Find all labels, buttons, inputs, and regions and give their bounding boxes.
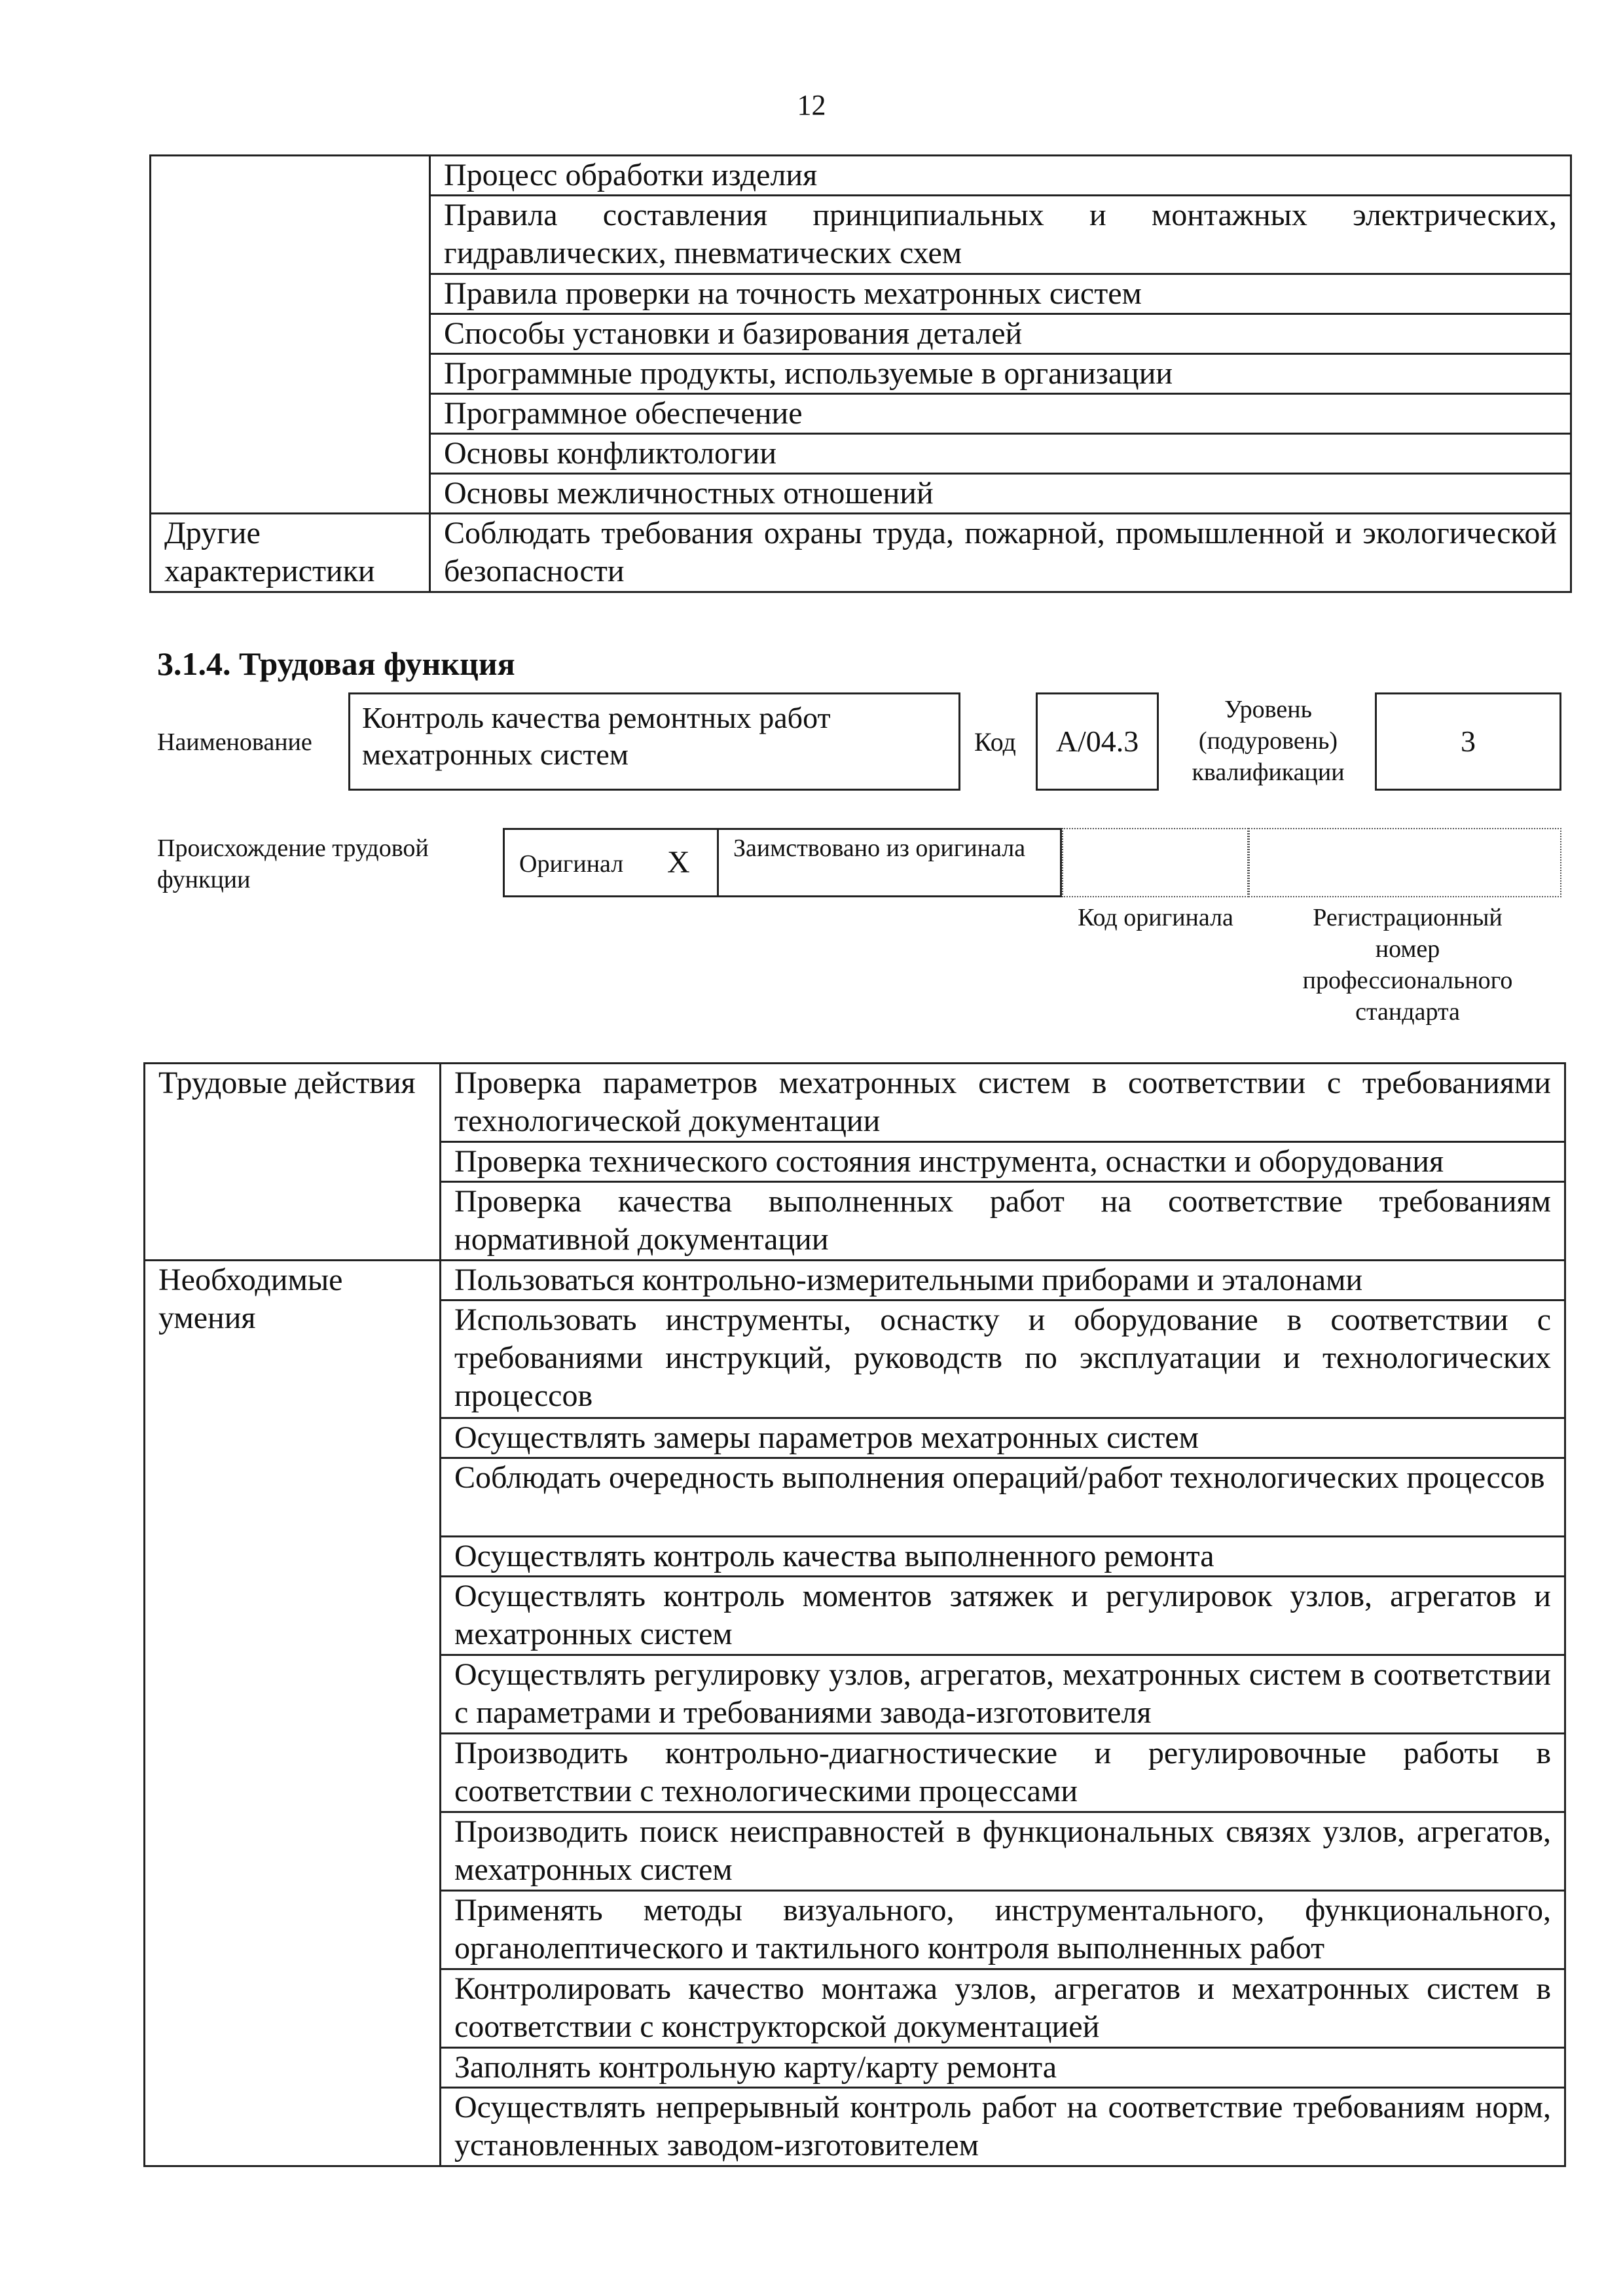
labor-actions-label: Трудовые действия [145, 1064, 441, 1261]
skill-item: Пользоваться контрольно-измерительными приборами и эталонами [441, 1261, 1565, 1300]
name-value: Контроль качества ремонтных работ мехатронных систем [348, 692, 960, 791]
registration-number-cell [1249, 828, 1561, 897]
skill-item: Контролировать качество монтажа узлов, агрегатов и мехатронных систем в соответствии с конструкторской документацией [441, 1969, 1565, 2048]
knowledge-item: Программные продукты, используемые в организации [430, 354, 1571, 394]
name-label: Наименование [157, 728, 312, 756]
original-cell [503, 828, 719, 897]
origin-label: Происхождение трудовой функции [157, 834, 429, 893]
knowledge-item: Правила составления принципиальных и монтажных электрических, гидравлических, пневматических схем [430, 196, 1571, 274]
knowledge-item: Программное обеспечение [430, 394, 1571, 434]
skill-item: Осуществлять замеры параметров мехатронных систем [441, 1418, 1565, 1458]
original-mark: X [667, 845, 690, 880]
labor-function-table [143, 1062, 1566, 2167]
knowledge-table [149, 154, 1572, 593]
skill-item: Осуществлять непрерывный контроль работ на соответствие требованиям норм, установленных заводом-изготовителем [441, 2088, 1565, 2166]
original-label: Оригинал [519, 850, 624, 878]
skill-item: Производить контрольно-диагностические и регулировочные работы в соответствии с технологическими процессами [441, 1734, 1565, 1812]
level-label: Уровень (подуровень) квалификации [1192, 696, 1345, 786]
skill-item: Заполнять контрольную карту/карту ремонта [441, 2048, 1565, 2088]
registration-caption: Регистрационный номер профессионального стандарта [1302, 904, 1513, 1026]
section-title: 3.1.4. Трудовая функция [157, 645, 515, 682]
labor-action: Проверка качества выполненных работ на соответствие требованиям нормативной документации [441, 1182, 1565, 1261]
skill-item: Использовать инструменты, оснастку и оборудование в соответствии с требованиями инструкций, руководств по эксплуатации и технологических процессов [441, 1300, 1565, 1418]
original-code-cell [1062, 828, 1249, 897]
knowledge-item: Правила проверки на точность мехатронных систем [430, 274, 1571, 314]
knowledge-item: Способы установки и базирования деталей [430, 314, 1571, 354]
code-caption: Код оригинала [1078, 904, 1233, 931]
knowledge-item: Основы конфликтологии [430, 434, 1571, 474]
knowledge-item: Процесс обработки изделия [430, 156, 1571, 196]
code-value: A/04.3 [1036, 692, 1159, 791]
other-characteristics-text: Соблюдать требования охраны труда, пожарной, промышленной и экологической безопасности [430, 514, 1571, 592]
skill-item: Соблюдать очередность выполнения операций/работ технологических процессов [441, 1458, 1565, 1537]
skills-label: Необходимые умения [145, 1261, 441, 2166]
skill-item: Осуществлять контроль качества выполненного ремонта [441, 1537, 1565, 1577]
knowledge-item: Основы межличностных отношений [430, 474, 1571, 514]
skill-item: Осуществлять контроль моментов затяжек и регулировок узлов, агрегатов и мехатронных систем [441, 1577, 1565, 1655]
other-characteristics-label: Другие характеристики [151, 514, 430, 592]
borrowed-cell: Заимствовано из оригинала [717, 828, 1062, 897]
level-value: 3 [1375, 692, 1561, 791]
page-number: 12 [797, 89, 826, 121]
skill-item: Осуществлять регулировку узлов, агрегатов, мехатронных систем в соответствии с параметрами и требованиями завода-изготовителя [441, 1655, 1565, 1734]
code-label: Код [974, 727, 1016, 757]
skill-item: Применять методы визуального, инструментального, функционального, органолептического и тактильного контроля выполненных работ [441, 1891, 1565, 1969]
skill-item: Производить поиск неисправностей в функциональных связях узлов, агрегатов, мехатронных систем [441, 1812, 1565, 1891]
labor-action: Проверка технического состояния инструмента, оснастки и оборудования [441, 1142, 1565, 1182]
empty-label-cell [151, 156, 430, 514]
labor-action: Проверка параметров мехатронных систем в соответствии с требованиями технологической документации [441, 1064, 1565, 1142]
